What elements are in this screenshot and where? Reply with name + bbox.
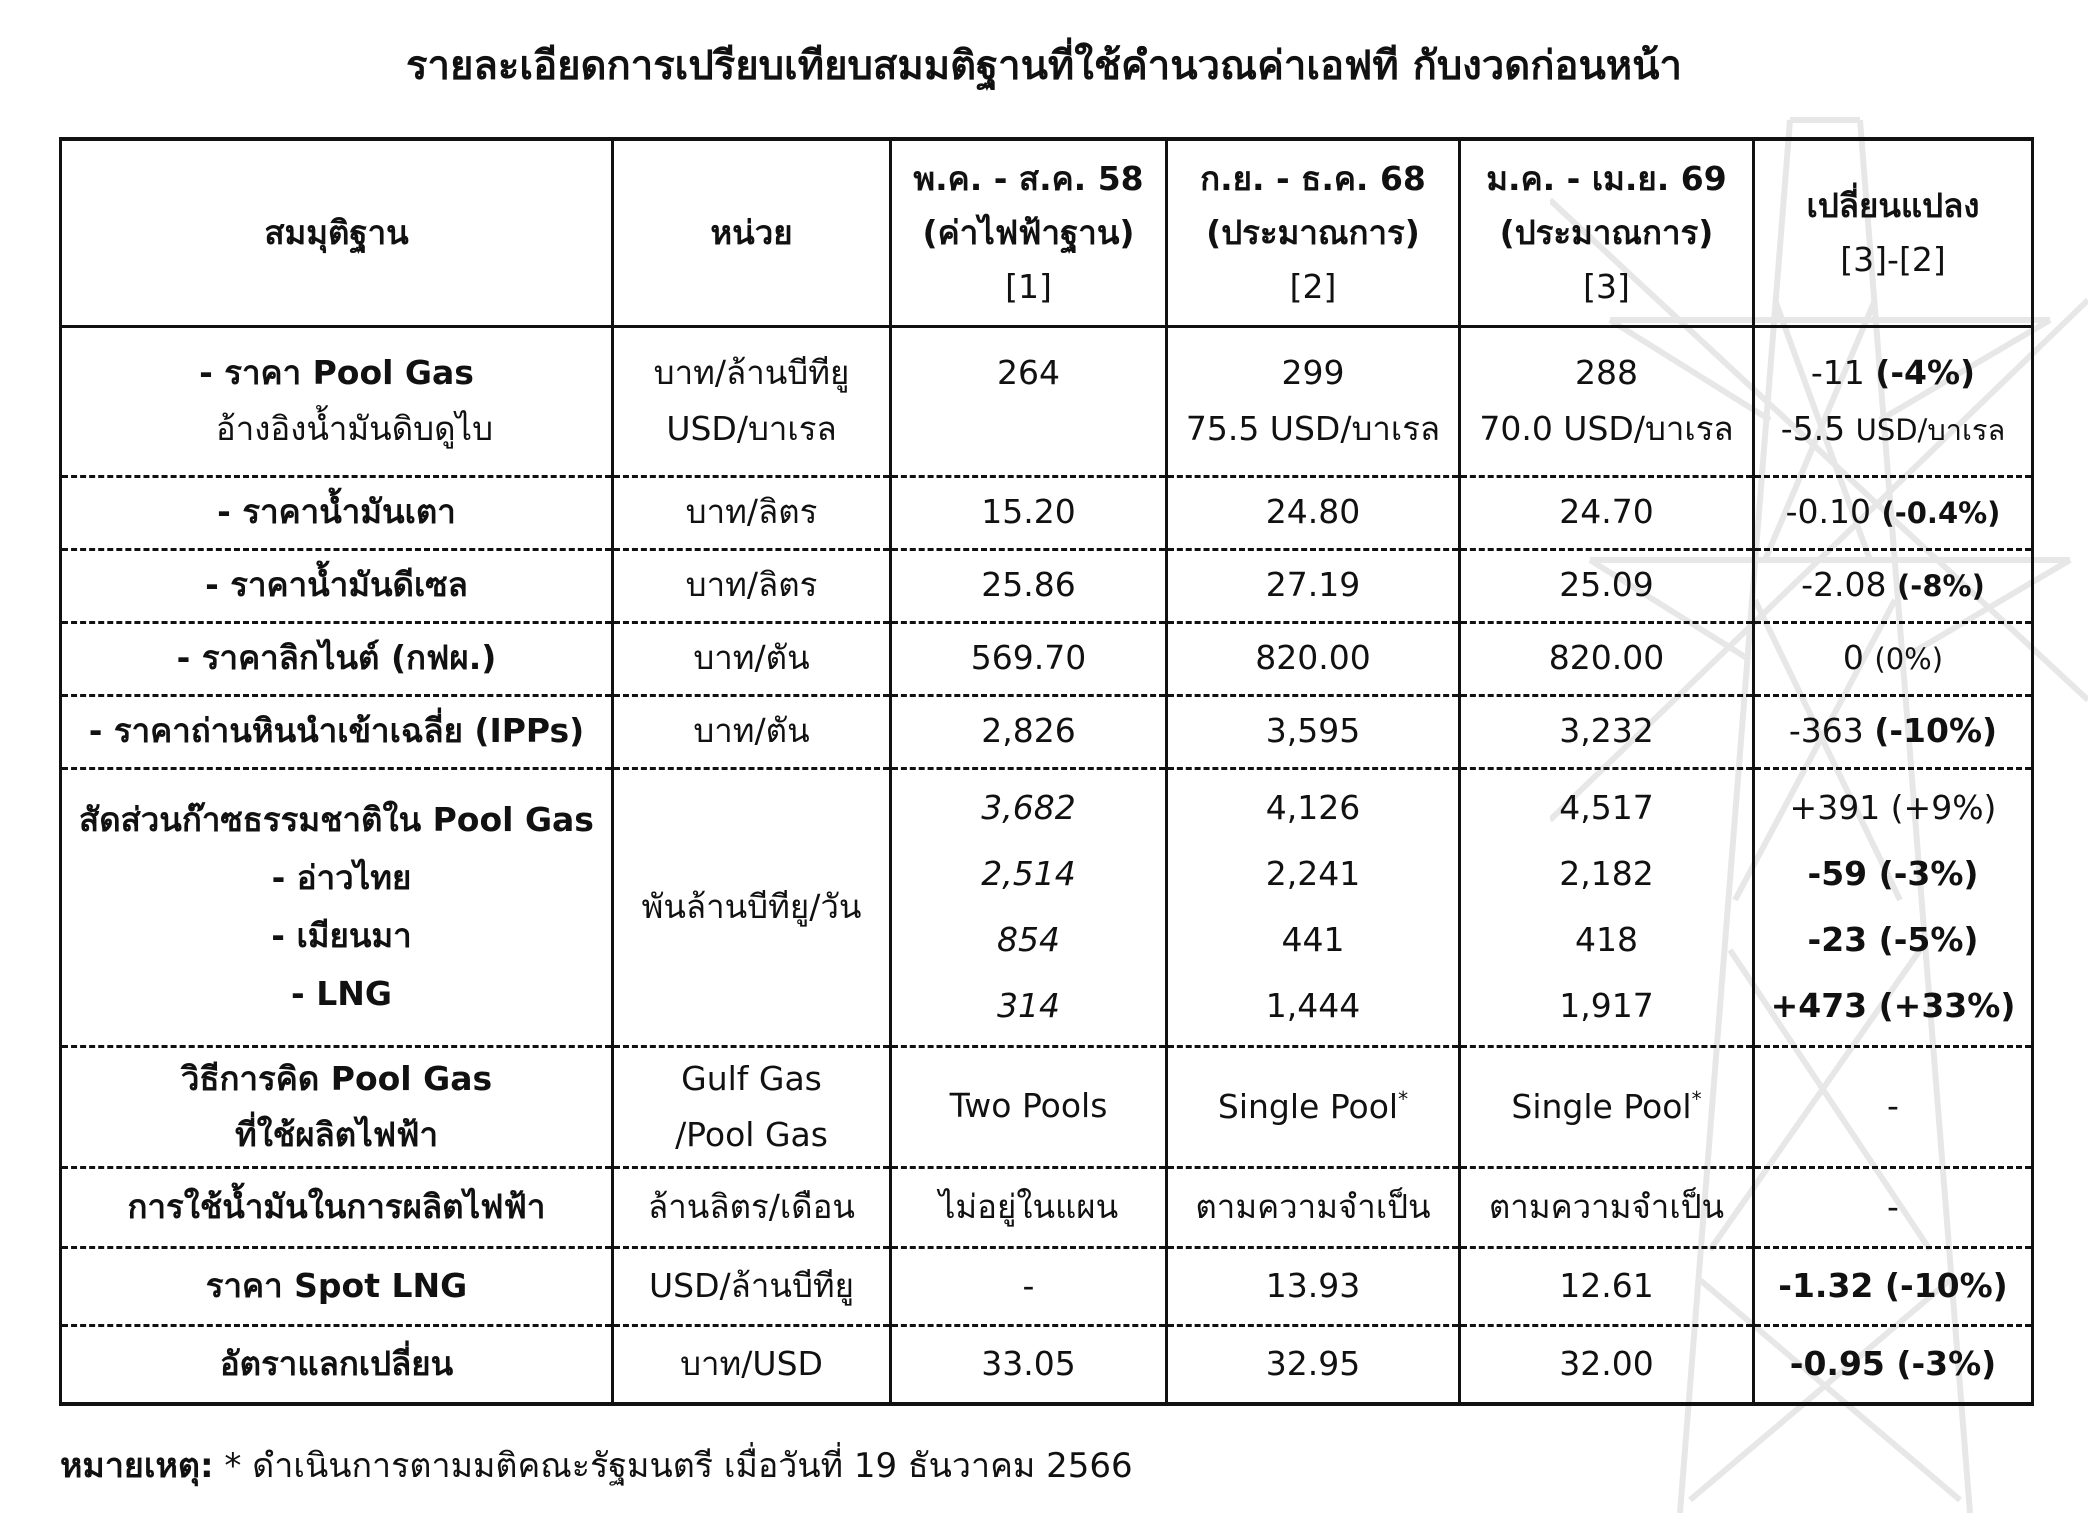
unit-method xyxy=(613,1046,891,1167)
p2-gas-myanmar: 441 xyxy=(1281,920,1345,959)
p2-pool-gas xyxy=(1167,326,1460,476)
p2-coal: 3,595 xyxy=(1167,695,1460,768)
p1-coal: 2,826 xyxy=(891,695,1167,768)
dubai-crude-label: อ้างอิงน้ำมันดิบดูไบ xyxy=(215,409,494,448)
footnote-text: * ดำเนินการตามมติคณะรัฐมนตรี เมื่อวันที่ 19 ธันวาคม 2566 xyxy=(224,1446,1133,1486)
change-dubai-unit: USD/บาเรล xyxy=(1855,412,2006,447)
header-period-2 xyxy=(1167,139,1460,326)
p1-gas-share xyxy=(891,768,1167,1046)
row-label-pool-gas xyxy=(61,326,613,476)
unit-diesel: บาท/ลิตร xyxy=(613,549,891,622)
p3-dubai-value: 70.0 USD/บาเรล xyxy=(1479,409,1734,448)
change-gas-total: +391 (+9%) xyxy=(1789,788,1997,827)
p1-oil-use: ไม่อยู่ในแผน xyxy=(891,1167,1167,1247)
footnote-prefix: หมายเหตุ: xyxy=(60,1446,214,1486)
p3-method-footnote: * xyxy=(1691,1086,1702,1111)
p3-fx: 32.00 xyxy=(1460,1325,1754,1404)
p3-method xyxy=(1460,1046,1754,1167)
p2-method-footnote: * xyxy=(1398,1086,1409,1111)
header-period-2-range: ก.ย. - ธ.ค. 68 xyxy=(1200,158,1426,198)
header-period-3-note: (ประมาณการ) xyxy=(1499,212,1714,252)
change-coal-value: -363 xyxy=(1788,711,1864,751)
p3-method-value: Single Pool xyxy=(1511,1086,1692,1126)
table-row-oil-use xyxy=(61,1167,2033,1247)
table-row-gas-share xyxy=(61,768,2033,1046)
p2-method-value: Single Pool xyxy=(1217,1086,1399,1126)
table-row-coal xyxy=(61,695,2033,768)
change-coal xyxy=(1754,695,2033,768)
change-method: - xyxy=(1754,1046,2033,1167)
table-row-fx xyxy=(61,1325,2033,1404)
unit-method-2: /Pool Gas xyxy=(675,1114,828,1154)
assumptions-table xyxy=(59,137,2034,1406)
row-label-method xyxy=(61,1046,613,1167)
footnote xyxy=(60,1438,1133,1492)
p1-pool-gas xyxy=(891,326,1167,476)
header-period-2-ref: [2] xyxy=(1289,266,1337,306)
p3-pool-gas xyxy=(1460,326,1754,476)
gas-share-gulf-label: - อ่าวไทย xyxy=(271,858,412,897)
change-gas-lng: +473 (+33%) xyxy=(1770,986,2016,1025)
row-label-diesel: - ราคาน้ำมันดีเซล xyxy=(61,549,613,622)
header-change-label: เปลี่ยนแปลง xyxy=(1806,185,1980,225)
p2-method xyxy=(1167,1046,1460,1167)
change-oil-use: - xyxy=(1754,1167,2033,1247)
header-period-1-range: พ.ค. - ส.ค. 58 xyxy=(913,158,1144,198)
p2-gas-lng: 1,444 xyxy=(1265,986,1361,1025)
p1-fx: 33.05 xyxy=(891,1325,1167,1404)
change-gas-myanmar: -23 (-5%) xyxy=(1807,920,1979,959)
p1-spot-lng: - xyxy=(891,1247,1167,1325)
header-unit: หน่วย xyxy=(613,139,891,326)
change-diesel-value: -2.08 xyxy=(1801,565,1887,605)
p1-lignite: 569.70 xyxy=(891,622,1167,695)
table-row-fuel-oil xyxy=(61,476,2033,549)
pool-gas-label: - ราคา Pool Gas xyxy=(199,353,474,392)
header-change xyxy=(1754,139,2033,326)
header-period-2-note: (ประมาณการ) xyxy=(1206,212,1420,252)
p3-coal: 3,232 xyxy=(1460,695,1754,768)
p1-pool-gas-value: 264 xyxy=(997,353,1060,392)
p2-lignite: 820.00 xyxy=(1167,622,1460,695)
table-row-pool-gas xyxy=(61,326,2033,476)
row-label-fx: อัตราแลกเปลี่ยน xyxy=(61,1325,613,1404)
unit-pool-gas-2: USD/บาเรล xyxy=(666,409,837,448)
p1-method: Two Pools xyxy=(891,1046,1167,1167)
header-period-1 xyxy=(891,139,1167,326)
row-label-coal: - ราคาถ่านหินนำเข้าเฉลี่ย (IPPs) xyxy=(61,695,613,768)
p3-gas-myanmar: 418 xyxy=(1575,920,1638,959)
method-label-1: วิธีการคิด Pool Gas xyxy=(180,1058,493,1098)
gas-share-lng-label: - LNG xyxy=(291,974,392,1013)
p2-oil-use: ตามความจำเป็น xyxy=(1167,1167,1460,1247)
p3-lignite: 820.00 xyxy=(1460,622,1754,695)
p1-gas-lng: 314 xyxy=(997,986,1060,1025)
gas-share-label: สัดส่วนก๊าซธรรมชาติใน Pool Gas xyxy=(79,800,594,839)
change-fuel-oil-pct: (-0.4%) xyxy=(1881,496,2001,531)
header-period-3-ref: [3] xyxy=(1583,266,1630,306)
row-label-lignite: - ราคาลิกไนต์ (กฟผ.) xyxy=(61,622,613,695)
table-row-method xyxy=(61,1046,2033,1167)
change-fx: -0.95 (-3%) xyxy=(1754,1325,2033,1404)
header-period-1-ref: [1] xyxy=(1005,266,1052,306)
p3-spot-lng: 12.61 xyxy=(1460,1247,1754,1325)
row-label-oil-use: การใช้น้ำมันในการผลิตไฟฟ้า xyxy=(61,1167,613,1247)
change-pool-gas-value: -11 xyxy=(1810,352,1865,392)
p2-gas-share xyxy=(1167,768,1460,1046)
unit-fx: บาท/USD xyxy=(613,1325,891,1404)
unit-fuel-oil: บาท/ลิตร xyxy=(613,476,891,549)
table-header-row xyxy=(61,139,2033,326)
change-fuel-oil-value: -0.10 xyxy=(1785,492,1871,532)
unit-spot-lng: USD/ล้านบีทียู xyxy=(613,1247,891,1325)
change-gas-gulf: -59 (-3%) xyxy=(1807,854,1979,893)
change-coal-pct: (-10%) xyxy=(1874,711,1998,751)
page-title: รายละเอียดการเปรียบเทียบสมมติฐานที่ใช้คำนวณค่าเอฟที กับงวดก่อนหน้า xyxy=(406,43,1682,89)
p3-pool-gas-value: 288 xyxy=(1575,353,1638,392)
unit-pool-gas xyxy=(613,326,891,476)
method-label-2: ที่ใช้ผลิตไฟฟ้า xyxy=(234,1114,439,1154)
gas-share-myanmar-label: - เมียนมา xyxy=(271,916,412,955)
p3-gas-total: 4,517 xyxy=(1559,788,1654,827)
p3-diesel: 25.09 xyxy=(1460,549,1754,622)
change-diesel xyxy=(1754,549,2033,622)
header-period-1-note: (ค่าไฟฟ้าฐาน) xyxy=(922,212,1135,252)
p1-fuel-oil: 15.20 xyxy=(891,476,1167,549)
p2-dubai-value: 75.5 USD/บาเรล xyxy=(1185,409,1441,448)
change-pool-gas-pct: (-4%) xyxy=(1875,352,1976,392)
header-change-ref: [3]-[2] xyxy=(1840,239,1946,279)
p3-fuel-oil: 24.70 xyxy=(1460,476,1754,549)
p2-diesel: 27.19 xyxy=(1167,549,1460,622)
p2-fuel-oil: 24.80 xyxy=(1167,476,1460,549)
change-spot-lng: -1.32 (-10%) xyxy=(1754,1247,2033,1325)
row-label-gas-share xyxy=(61,768,613,1046)
row-label-fuel-oil: - ราคาน้ำมันเตา xyxy=(61,476,613,549)
change-fuel-oil xyxy=(1754,476,2033,549)
p2-gas-gulf: 2,241 xyxy=(1265,854,1361,893)
p2-pool-gas-value: 299 xyxy=(1281,353,1345,392)
unit-pool-gas-1: บาท/ล้านบีทียู xyxy=(653,353,850,392)
unit-coal: บาท/ตัน xyxy=(613,695,891,768)
change-pool-gas xyxy=(1754,326,2033,476)
unit-method-1: Gulf Gas xyxy=(681,1058,822,1098)
p3-gas-share xyxy=(1460,768,1754,1046)
table-row-spot-lng xyxy=(61,1247,2033,1325)
p1-diesel: 25.86 xyxy=(891,549,1167,622)
p3-gas-lng: 1,917 xyxy=(1559,986,1654,1025)
row-label-spot-lng: ราคา Spot LNG xyxy=(61,1247,613,1325)
p1-gas-gulf: 2,514 xyxy=(981,854,1076,893)
change-lignite xyxy=(1754,622,2033,695)
unit-lignite: บาท/ตัน xyxy=(613,622,891,695)
table-row-diesel xyxy=(61,549,2033,622)
change-dubai-value: -5.5 xyxy=(1780,408,1846,448)
p1-gas-total: 3,682 xyxy=(981,788,1076,827)
p2-fx: 32.95 xyxy=(1167,1325,1460,1404)
header-assumption: สมมุติฐาน xyxy=(61,139,613,326)
change-lignite-pct: (0%) xyxy=(1874,642,1944,677)
change-lignite-value: 0 xyxy=(1842,638,1864,678)
change-diesel-pct: (-8%) xyxy=(1897,569,1985,604)
p3-gas-gulf: 2,182 xyxy=(1559,854,1654,893)
unit-oil-use: ล้านลิตร/เดือน xyxy=(613,1167,891,1247)
p1-gas-myanmar: 854 xyxy=(997,920,1060,959)
table-row-lignite xyxy=(61,622,2033,695)
p3-oil-use: ตามความจำเป็น xyxy=(1460,1167,1754,1247)
change-gas-share xyxy=(1754,768,2033,1046)
unit-gas-share: พันล้านบีทียู/วัน xyxy=(613,768,891,1046)
p2-gas-total: 4,126 xyxy=(1265,788,1361,827)
header-period-3-range: ม.ค. - เม.ย. 69 xyxy=(1486,158,1727,198)
header-period-3 xyxy=(1460,139,1754,326)
p2-spot-lng: 13.93 xyxy=(1167,1247,1460,1325)
